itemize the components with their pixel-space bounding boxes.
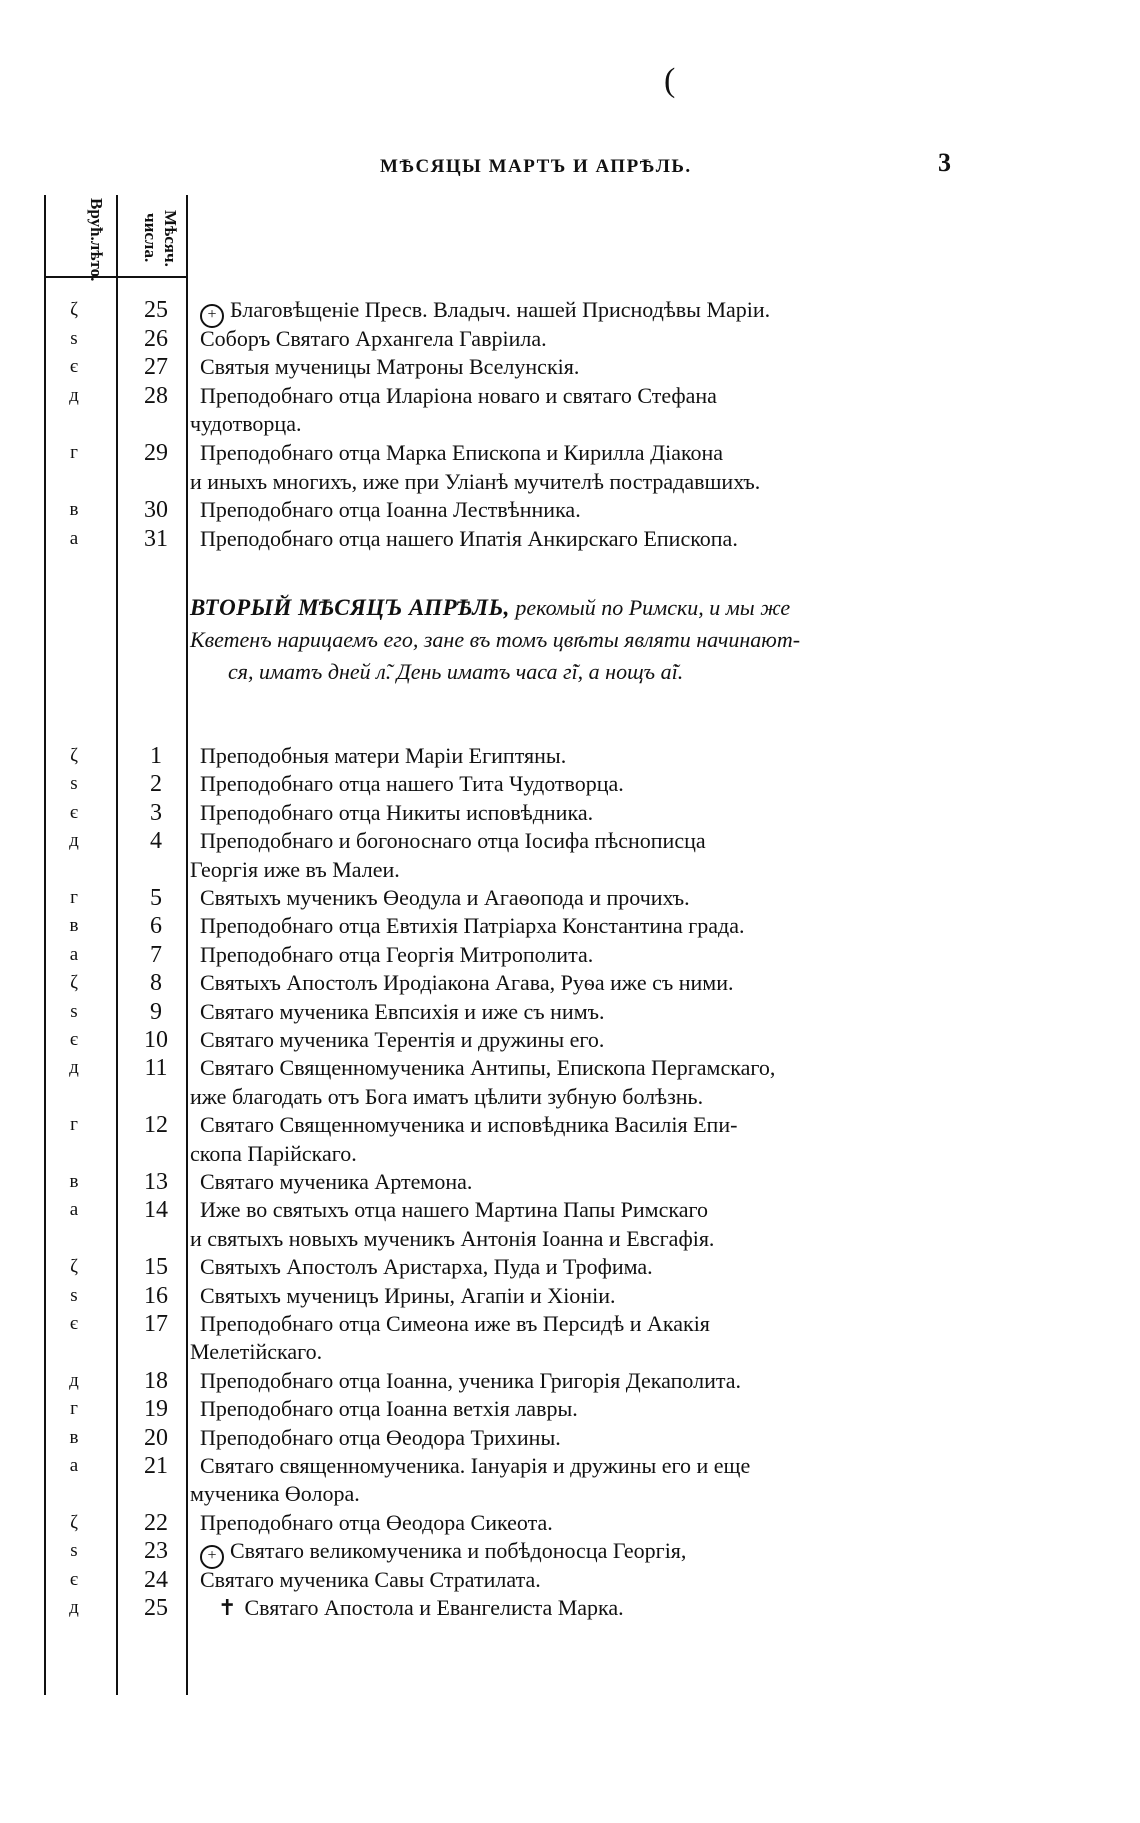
entry-text: Преподобнаго и богоноснаго отца Іосифа пѣснописца	[200, 828, 706, 854]
entry-text: Святыхъ мученикъ Өеодула и Агаѳопода и прочихъ.	[200, 885, 690, 910]
day-number: 1	[150, 743, 162, 769]
weekday-letter: д	[69, 1057, 79, 1079]
entry-text: Преподобнаго отца Іоанна, ученика Григорія Декаполита.	[200, 1367, 742, 1393]
day-number: 7	[150, 941, 162, 968]
calendar-entry	[0, 799, 1140, 827]
date-column-header: Мѣсяч. числа.	[141, 209, 180, 267]
entry-text: Преподобнаго отца Иларіона новаго и святаго Стефана	[200, 382, 717, 408]
calendar-entry	[0, 1111, 1140, 1166]
entry-text-continuation: иже благодать отъ Бога иматъ цѣлити зубную болѣзнь.	[190, 1083, 704, 1109]
calendar-entry	[0, 941, 1140, 969]
entry-text: Святаго Священномученика Антипы, Епископа Пергамскаго,	[200, 1055, 776, 1081]
day-number: 16	[144, 1282, 168, 1309]
day-number: 20	[144, 1424, 168, 1451]
entry-text-continuation: и иныхъ многихъ, иже при Уліанѣ мучителѣ пострадавшихъ.	[190, 468, 761, 494]
day-number: 18	[144, 1367, 168, 1394]
april-heading-line2: Кветенъ нарицаемъ его, зане въ томъ цвѣты являти начинают-	[190, 627, 801, 652]
weekday-letter: ѕ	[70, 1284, 78, 1306]
entry-text: Преподобнаго отца Симеона иже въ Персидѣ и Акакія	[200, 1311, 710, 1336]
entry-text: + Святаго великомученика и побѣдоносца Георгія,	[200, 1537, 950, 1569]
day-number: 29	[144, 440, 168, 466]
calendar-entry	[0, 1054, 1140, 1109]
calendar-entry	[0, 525, 1140, 553]
april-heading-line3: ся, иматъ дней л̃. День иматъ часа г̃i, а нощъ а̃i.	[228, 659, 684, 684]
weekday-letter: ζ	[70, 745, 78, 766]
calendar-entry	[0, 1196, 1140, 1251]
entry-text: Святаго мученика Артемона.	[200, 1169, 473, 1194]
entry-text: + Благовѣщеніе Пресв. Владыч. нашей Приснодѣвы Маріи.	[200, 296, 950, 328]
calendar-entry	[0, 998, 1140, 1026]
calendar-entry	[0, 296, 1140, 324]
day-number: 14	[144, 1197, 168, 1224]
top-mark: (	[664, 62, 676, 99]
weekday-letter: г	[70, 442, 78, 463]
weekday-letter: г	[70, 1114, 78, 1136]
entry-text-continuation: Мелетійскаго.	[190, 1339, 323, 1365]
entry-text-continuation: чудотворца.	[190, 411, 302, 437]
entry-text: Святыя мученицы Матроны Вселунскія.	[200, 354, 580, 380]
entry-text: Преподобнаго отца Іоанна Лествѣнника.	[200, 497, 581, 523]
weekday-letter: ζ	[70, 299, 78, 320]
day-number: 4	[150, 828, 162, 855]
weekday-letter: д	[69, 830, 79, 852]
entry-text: Иже во святыхъ отца нашего Мартина Папы Римскаго	[200, 1197, 708, 1223]
calendar-entry	[0, 1310, 1140, 1365]
weekday-letter: є	[69, 801, 79, 823]
entry-text: Святыхъ мученицъ Ирины, Агапіи и Хіоніи.	[200, 1282, 616, 1308]
weekday-letter: є	[69, 1029, 79, 1050]
day-number: 3	[150, 799, 162, 826]
calendar-entry	[0, 1282, 1140, 1310]
weekday-letter: в	[69, 1426, 79, 1448]
day-number: 31	[144, 525, 168, 552]
entry-text-continuation: мученика Өолора.	[190, 1481, 360, 1507]
weekday-letter: в	[69, 915, 79, 937]
weekday-letter: ζ	[70, 972, 78, 994]
day-number: 5	[150, 885, 162, 911]
weekday-letter: в	[69, 499, 79, 521]
day-number: 8	[150, 970, 162, 997]
entry-text: Преподобныя матери Маріи Египтяны.	[200, 743, 567, 768]
weekday-letter: ζ	[70, 1256, 78, 1278]
weekday-letter: є	[69, 356, 79, 378]
entry-text: Святыхъ Апостолъ Аристарха, Пуда и Трофима.	[200, 1254, 653, 1280]
feast-cross-circle-icon: +	[200, 304, 224, 328]
calendar-entry	[0, 884, 1140, 912]
running-title: МѢСЯЦЫ МАРТЪ И АПРѢЛЬ.	[380, 156, 692, 177]
entry-text-continuation: и святыхъ новыхъ мученикъ Антонія Іоанна и Евсгафія.	[190, 1225, 715, 1251]
entry-text: Преподобнаго отца нашего Тита Чудотворца.	[200, 771, 624, 797]
day-number: 25	[144, 1595, 168, 1621]
entry-text-continuation: Георгія иже въ Малеи.	[190, 856, 400, 882]
weekday-letter: д	[69, 1597, 79, 1618]
entry-text: Святаго мученика Савы Стратилата.	[200, 1566, 541, 1592]
calendar-entry	[0, 1509, 1140, 1537]
april-heading	[190, 592, 950, 688]
calendar-entry	[0, 969, 1140, 997]
day-number: 15	[144, 1254, 168, 1281]
entry-text: Преподобнаго отца нашего Ипатія Анкирскаго Епископа.	[200, 525, 738, 551]
entry-text: Преподобнаго отца Өеодора Трихины.	[200, 1424, 561, 1450]
weekday-letter: а	[69, 1199, 79, 1221]
entry-text: Преподобнаго отца Никиты исповѣдника.	[200, 799, 594, 825]
day-number: 28	[144, 382, 168, 409]
calendar-entry	[0, 1026, 1140, 1054]
day-number: 26	[144, 325, 168, 352]
weekday-letter: г	[70, 887, 78, 908]
calendar-entry	[0, 770, 1140, 798]
day-number: 12	[144, 1112, 168, 1139]
calendar-entry	[0, 912, 1140, 940]
day-number: 30	[144, 497, 168, 524]
entry-text: Преподобнаго отца Марка Епископа и Кирилла Діакона	[200, 440, 724, 465]
entry-text: Святыхъ Апостолъ Иродіакона Агава, Руѳа иже съ ними.	[200, 970, 734, 996]
calendar-entry	[0, 1537, 1140, 1565]
calendar-entry	[0, 439, 1140, 494]
day-number: 25	[144, 297, 168, 323]
calendar-entry	[0, 1395, 1140, 1423]
day-number: 27	[144, 354, 168, 381]
weekday-letter: ѕ	[70, 327, 78, 349]
day-number: 21	[144, 1453, 168, 1479]
entry-text: Святаго мученика Евпсихія и иже съ нимъ.	[200, 998, 605, 1024]
weekday-letter: д	[69, 384, 79, 406]
calendar-entry	[0, 1566, 1140, 1594]
weekday-letter: г	[70, 1398, 78, 1420]
calendar-entry	[0, 1424, 1140, 1452]
weekday-letter: ѕ	[70, 773, 78, 795]
calendar-entry	[0, 742, 1140, 770]
entry-text: Преподобнаго отца Георгія Митрополита.	[200, 941, 594, 967]
weekday-letter: д	[69, 1369, 79, 1391]
calendar-entry	[0, 1253, 1140, 1281]
calendar-entry	[0, 827, 1140, 882]
day-number: 10	[144, 1027, 168, 1053]
calendar-entry	[0, 1452, 1140, 1507]
calendar-entry	[0, 382, 1140, 437]
page-number: 3	[938, 148, 951, 177]
weekday-letter: а	[69, 1455, 79, 1476]
april-heading-title: ВТОРЫЙ МѢСЯЦЪ АПРѢЛЬ,	[190, 595, 510, 620]
day-number: 24	[144, 1566, 168, 1593]
weekday-letter: в	[69, 1171, 79, 1192]
weekday-letter: є	[69, 1568, 79, 1590]
entry-text: ✝ Святаго Апостола и Евангелиста Марка.	[218, 1595, 624, 1620]
day-number: 13	[144, 1169, 168, 1195]
day-number: 6	[150, 913, 162, 940]
calendar-entry	[0, 1594, 1140, 1622]
entry-text: Преподобнаго отца Евтихія Патріарха Константина града.	[200, 913, 745, 939]
entry-text: Соборъ Святаго Архангела Гавріила.	[200, 325, 547, 351]
calendar-entry	[0, 1168, 1140, 1196]
day-number: 11	[144, 1055, 168, 1082]
weekday-letter: ѕ	[70, 1540, 78, 1562]
entry-text: Святаго священномученика. Іануарія и дружины его и еще	[200, 1453, 751, 1478]
entry-text: Преподобнаго отца Іоанна ветхія лавры.	[200, 1396, 578, 1422]
day-number: 9	[150, 998, 162, 1025]
entry-text-continuation: скопа Парійскаго.	[190, 1140, 357, 1166]
day-number: 2	[150, 771, 162, 798]
feast-cross-circle-icon: +	[200, 1545, 224, 1569]
weekday-letter: ѕ	[70, 1000, 78, 1022]
calendar-entry	[0, 1367, 1140, 1395]
calendar-entry	[0, 496, 1140, 524]
calendar-entry	[0, 325, 1140, 353]
feast-cross-icon: ✝	[218, 1595, 237, 1620]
weekday-column-header: Врућ.лѣто.	[87, 198, 106, 282]
day-number: 22	[144, 1509, 168, 1536]
weekday-letter: а	[69, 527, 79, 549]
weekday-letter: а	[69, 943, 79, 965]
entry-text: Святаго Священномученика и исповѣдника Василія Епи-	[200, 1112, 738, 1138]
entry-text: Святаго мученика Терентія и дружины его.	[200, 1027, 605, 1052]
entry-text: Преподобнаго отца Өеодора Сикеота.	[200, 1509, 553, 1535]
weekday-letter: ζ	[70, 1511, 78, 1533]
day-number: 23	[144, 1538, 168, 1565]
calendar-entry	[0, 353, 1140, 381]
day-number: 17	[144, 1311, 168, 1337]
april-heading-line1: рекомый по Римски, и мы же	[509, 595, 791, 620]
day-number: 19	[144, 1396, 168, 1423]
weekday-letter: є	[69, 1313, 79, 1334]
